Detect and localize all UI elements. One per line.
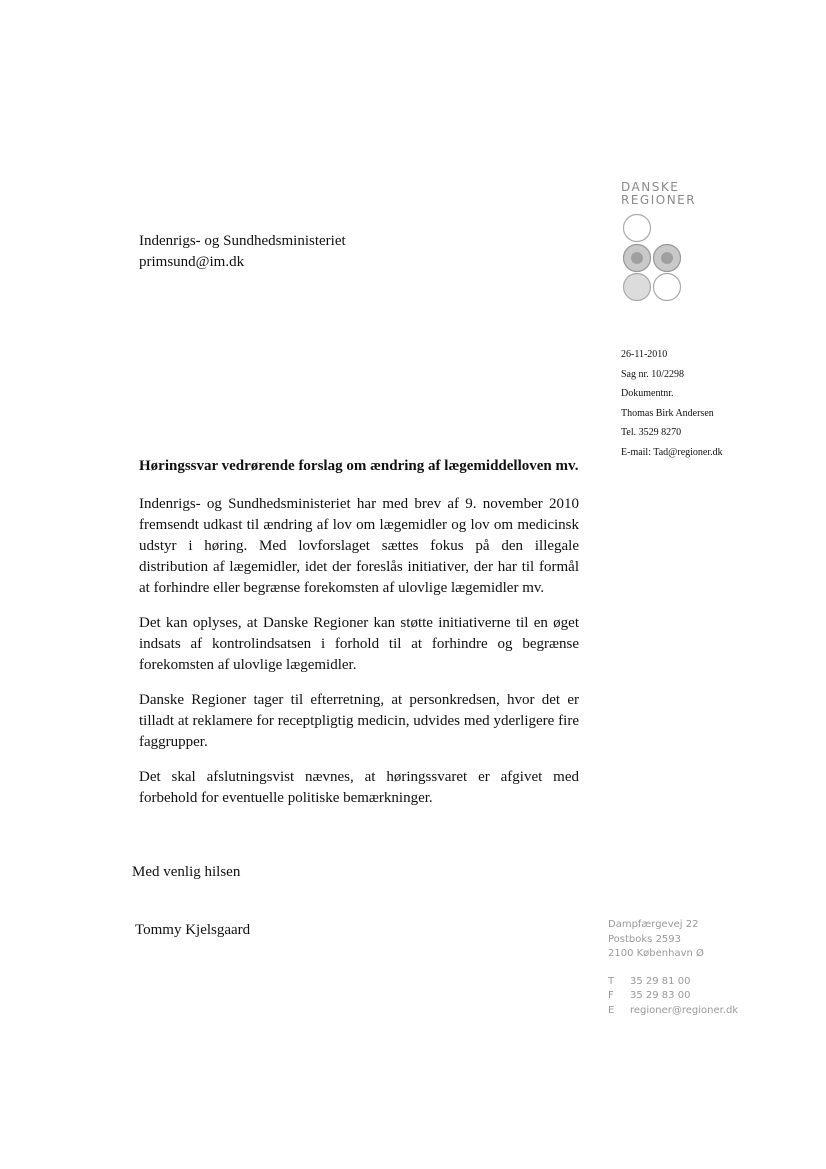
recipient-block bbox=[139, 231, 346, 273]
contact-email bbox=[608, 1004, 738, 1019]
letter-body bbox=[139, 494, 579, 823]
phone-label: T bbox=[608, 975, 615, 987]
meta-author: Thomas Birk Andersen bbox=[621, 407, 714, 419]
paragraph: Det kan oplyses, at Danske Regioner kan støtte initiativerne til en øget indsats af kontrolindsatsen i forhold til at forhindre og begrænse forekomsten af ulovlige lægemidler. bbox=[139, 615, 579, 673]
address-city: 2100 København Ø bbox=[608, 948, 704, 959]
organization-address bbox=[608, 918, 738, 1018]
fax-label: F bbox=[608, 990, 614, 1001]
closing-greeting: Med venlig hilsen bbox=[132, 864, 241, 880]
email-value: regioner@regioner.dk bbox=[630, 1004, 739, 1016]
meta-email: E-mail: Tad@regioner.dk bbox=[621, 446, 723, 458]
meta-date: 26-11-2010 bbox=[621, 349, 668, 360]
email-label: E bbox=[608, 1004, 615, 1016]
paragraph: Danske Regioner tager til efterretning, at personkredsen, hvor det er tilladt at reklamere for receptpligtig medicin, udvides med yderligere fire faggrupper. bbox=[139, 692, 579, 750]
address-box: Postboks 2593 bbox=[608, 933, 682, 945]
recipient-email: primsund@im.dk bbox=[139, 254, 245, 270]
letter-subject: Høringssvar vedrørende forslag om ændring af lægemiddelloven mv. bbox=[139, 458, 579, 474]
logo-circles-icon bbox=[621, 213, 687, 305]
contact-fax bbox=[608, 989, 738, 1004]
paragraph: Indenrigs- og Sundhedsministeriet har med brev af 9. november 2010 fremsendt udkast til ændring af lov om lægemidler og lov om medicinsk udstyr i høring. Med lovforslaget sættes fokus på den illegale distribution af lægemidler, idet der foreslås initiativer, der har til formål at forhindre eller begrænse forekomsten af ulovlige lægemidler mv. bbox=[139, 496, 579, 596]
document-meta bbox=[621, 345, 723, 462]
fax-value: 35 29 83 00 bbox=[630, 990, 691, 1001]
sender-name: Tommy Kjelsgaard bbox=[135, 922, 251, 938]
recipient-name: Indenrigs- og Sundhedsministeriet bbox=[139, 233, 346, 249]
meta-phone: Tel. 3529 8270 bbox=[621, 427, 682, 438]
contact-details bbox=[608, 975, 738, 1019]
logo-line-2: REGIONER bbox=[621, 193, 697, 207]
logo-line-1: DANSKE bbox=[621, 180, 680, 194]
meta-document-number: Dokumentnr. bbox=[621, 388, 674, 399]
phone-value: 35 29 81 00 bbox=[630, 975, 691, 987]
paragraph: Det skal afslutningsvist nævnes, at høringssvaret er afgivet med forbehold for eventuelle politiske bemærkninger. bbox=[139, 769, 579, 806]
contact-phone bbox=[608, 975, 738, 990]
meta-case-number: Sag nr. 10/2298 bbox=[621, 368, 685, 380]
danske-regioner-logo bbox=[621, 181, 711, 305]
address-street: Dampfærgevej 22 bbox=[608, 919, 699, 930]
